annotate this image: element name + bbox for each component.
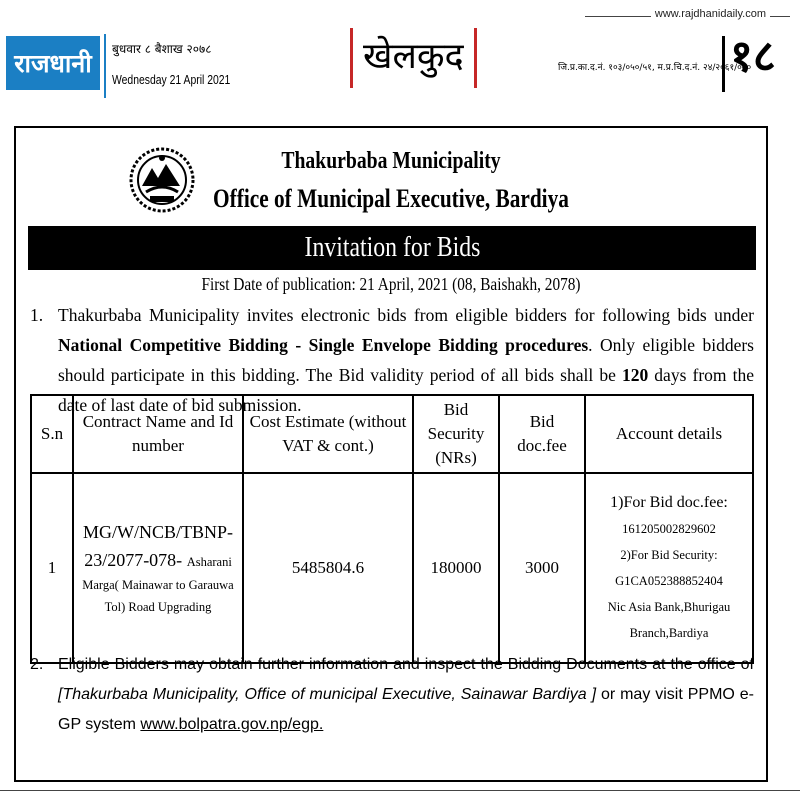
contract-id: MG/W/NCB/TBNP-23/2077-078- bbox=[82, 522, 233, 570]
organization-office: Office of Municipal Executive, Bardiya bbox=[213, 184, 569, 213]
registration-number: जि.प्र.का.द.नं. १०३/०५०/५१, म.प्र.चि.द.नं. २४/२०६१/०७० bbox=[558, 63, 752, 73]
publication-date-text: First Date of publication: 21 April, 2021 (08, Baishakh, 2078) bbox=[201, 274, 581, 294]
cell-contract bbox=[73, 473, 243, 663]
cell-cost-estimate: 5485804.6 bbox=[243, 473, 413, 663]
cell-bid-security: 180000 bbox=[413, 473, 499, 663]
p1-bold-b: 120 bbox=[621, 365, 649, 385]
page-number-rule bbox=[722, 36, 725, 92]
logo-divider bbox=[104, 34, 106, 98]
account-security-number: G1CA052388852404 bbox=[615, 574, 723, 588]
header-contract: Contract Name and Id number bbox=[73, 395, 243, 473]
bids-table bbox=[30, 394, 754, 664]
p1-text-a: Thakurbaba Municipality invites electronic bids from eligible bidders for following bids under bbox=[58, 305, 754, 325]
header-cost: Cost Estimate (without VAT & cont.) bbox=[243, 395, 413, 473]
p2-office-italic: [Thakurbaba Municipality, Office of municipal Executive, Sainawar Bardiya ] bbox=[58, 686, 597, 703]
bid-notice bbox=[14, 126, 768, 782]
page-number: १८ bbox=[730, 31, 776, 82]
section-label: खेलकुद bbox=[350, 28, 477, 88]
notice-title-text: Invitation for Bids bbox=[304, 232, 480, 263]
organization-name: Thakurbaba Municipality bbox=[281, 148, 501, 174]
account-doc-label: 1)For Bid doc.fee: bbox=[610, 494, 728, 511]
newspaper-masthead bbox=[0, 0, 800, 110]
account-doc-number: 161205002829602 bbox=[622, 522, 716, 536]
header-sn: S.n bbox=[31, 395, 73, 473]
site-url[interactable]: www.rajdhanidaily.com bbox=[651, 8, 770, 20]
header-doc-fee: Bid doc.fee bbox=[499, 395, 585, 473]
p1-text-c: days from the date of last date of bid submission. bbox=[58, 365, 755, 415]
date-english: Wednesday 21 April 2021 bbox=[112, 72, 231, 87]
p1-text-b: . Only eligible bidders should participate in this bidding. The Bid validity period of all bids shall be bbox=[58, 335, 754, 385]
p2-text-b: or may visit PPMO e-GP system bbox=[58, 686, 755, 733]
cell-doc-fee: 3000 bbox=[499, 473, 585, 663]
header-security: Bid Security (NRs) bbox=[413, 395, 499, 473]
p2-text-a: Eligible Bidders may obtain further information and inspect the Bidding Documents at the office of bbox=[58, 656, 754, 673]
bottom-rule bbox=[0, 790, 800, 791]
newspaper-logo: राजधानी bbox=[6, 36, 100, 90]
p1-bold-a: National Competitive Bidding - Single Envelope Bidding procedures bbox=[58, 335, 589, 355]
egp-link[interactable]: www.bolpatra.gov.np/egp. bbox=[140, 716, 324, 733]
cell-sn: 1 bbox=[31, 473, 73, 663]
table-header-row bbox=[31, 395, 753, 473]
bank-name: Nic Asia Bank,Bhurigau Branch,Bardiya bbox=[607, 600, 731, 640]
cell-account-details bbox=[585, 473, 753, 663]
contract-description: Asharani Marga( Mainawar to Garauwa Tol) Road Upgrading bbox=[82, 555, 234, 614]
paragraph-2 bbox=[30, 650, 754, 740]
paragraph-1-number: 1. bbox=[30, 305, 44, 325]
table-row bbox=[31, 473, 753, 663]
paragraph-2-number: 2. bbox=[30, 656, 44, 673]
paragraph-2-text bbox=[58, 650, 754, 740]
account-security-label: 2)For Bid Security: bbox=[620, 548, 718, 562]
date-nepali: बुधवार ८ बैशाख २०७८ bbox=[112, 42, 212, 56]
header-account: Account details bbox=[585, 395, 753, 473]
notice-title bbox=[28, 226, 756, 270]
publication-date bbox=[16, 274, 766, 295]
